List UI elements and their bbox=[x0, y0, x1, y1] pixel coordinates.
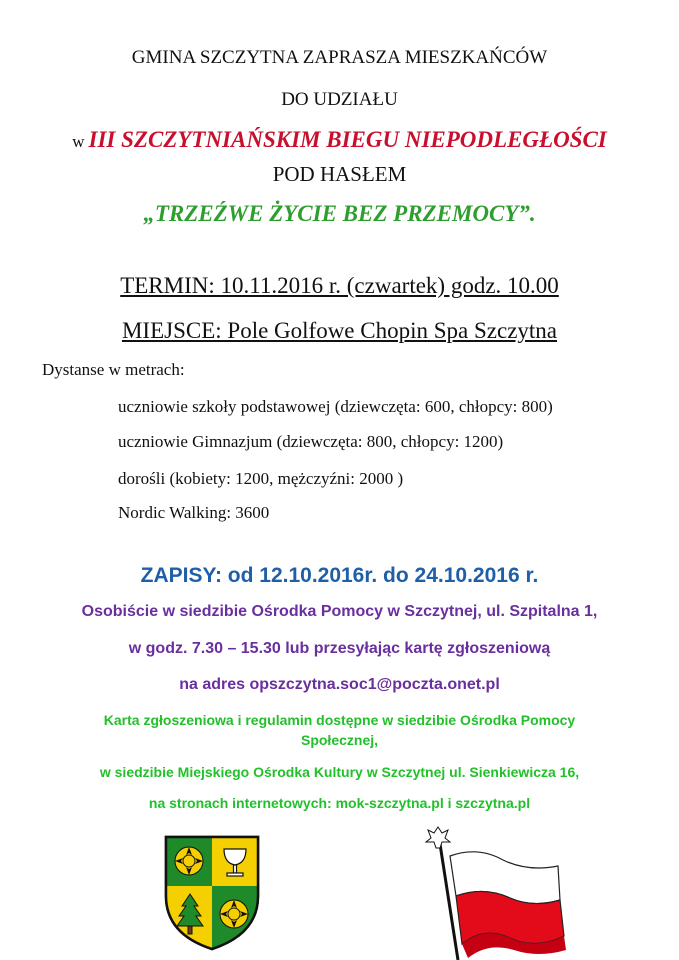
availability-line-3: na stronach internetowych: mok-szczytna.pl i szczytna.pl bbox=[148, 795, 531, 811]
event-line bbox=[0, 127, 679, 153]
distance-item: dorośli (kobiety: 1200, mężczyźni: 2000 ) bbox=[118, 469, 404, 488]
distance-item: uczniowie szkoły podstawowej (dziewczęta: 600, chłopcy: 800) bbox=[118, 397, 553, 416]
registration-dates: ZAPISY: od 12.10.2016r. do 24.10.2016 r. bbox=[140, 564, 539, 587]
registration-email: na adres opszczytna.soc1@poczta.onet.pl bbox=[179, 676, 500, 693]
event-prefix: w bbox=[72, 132, 85, 151]
slogan: „TRZEŹWE ŻYCIE BEZ PRZEMOCY”. bbox=[143, 201, 536, 226]
distance-item: uczniowie Gimnazjum (dziewczęta: 800, chłopcy: 1200) bbox=[118, 432, 504, 451]
availability-line-1: Karta zgłoszeniowa i regulamin dostępne w siedzibie Ośrodka Pomocy Społecznej, bbox=[103, 712, 576, 748]
distance-item: Nordic Walking: 3600 bbox=[118, 503, 270, 522]
heading-line-1: GMINA SZCZYTNA ZAPRASZA MIESZKAŃCÓW bbox=[131, 47, 548, 68]
heading-line-2: DO UDZIAŁU bbox=[281, 89, 398, 110]
polish-flag-image bbox=[418, 826, 568, 960]
heading-line-4: POD HASŁEM bbox=[272, 162, 407, 186]
miejsce: MIEJSCE: Pole Golfowe Chopin Spa Szczytna bbox=[121, 318, 558, 343]
coat-of-arms-emblem bbox=[162, 834, 262, 952]
termin: TERMIN: 10.11.2016 r. (czwartek) godz. 10.00 bbox=[120, 273, 559, 298]
registration-line-1: Osobiście w siedzibie Ośrodka Pomocy w Szczytnej, ul. Szpitalna 1, bbox=[81, 603, 598, 620]
availability-line-2: w siedzibie Miejskiego Ośrodka Kultury w Szczytnej ul. Sienkiewicza 16, bbox=[99, 764, 580, 780]
registration-line-2: w godz. 7.30 – 15.30 lub przesyłając kartę zgłoszeniową bbox=[128, 640, 551, 657]
event-title: III SZCZYTNIAŃSKIM BIEGU NIEPODLEGŁOŚCI bbox=[88, 127, 607, 152]
distances-heading: Dystanse w metrach: bbox=[42, 360, 185, 379]
